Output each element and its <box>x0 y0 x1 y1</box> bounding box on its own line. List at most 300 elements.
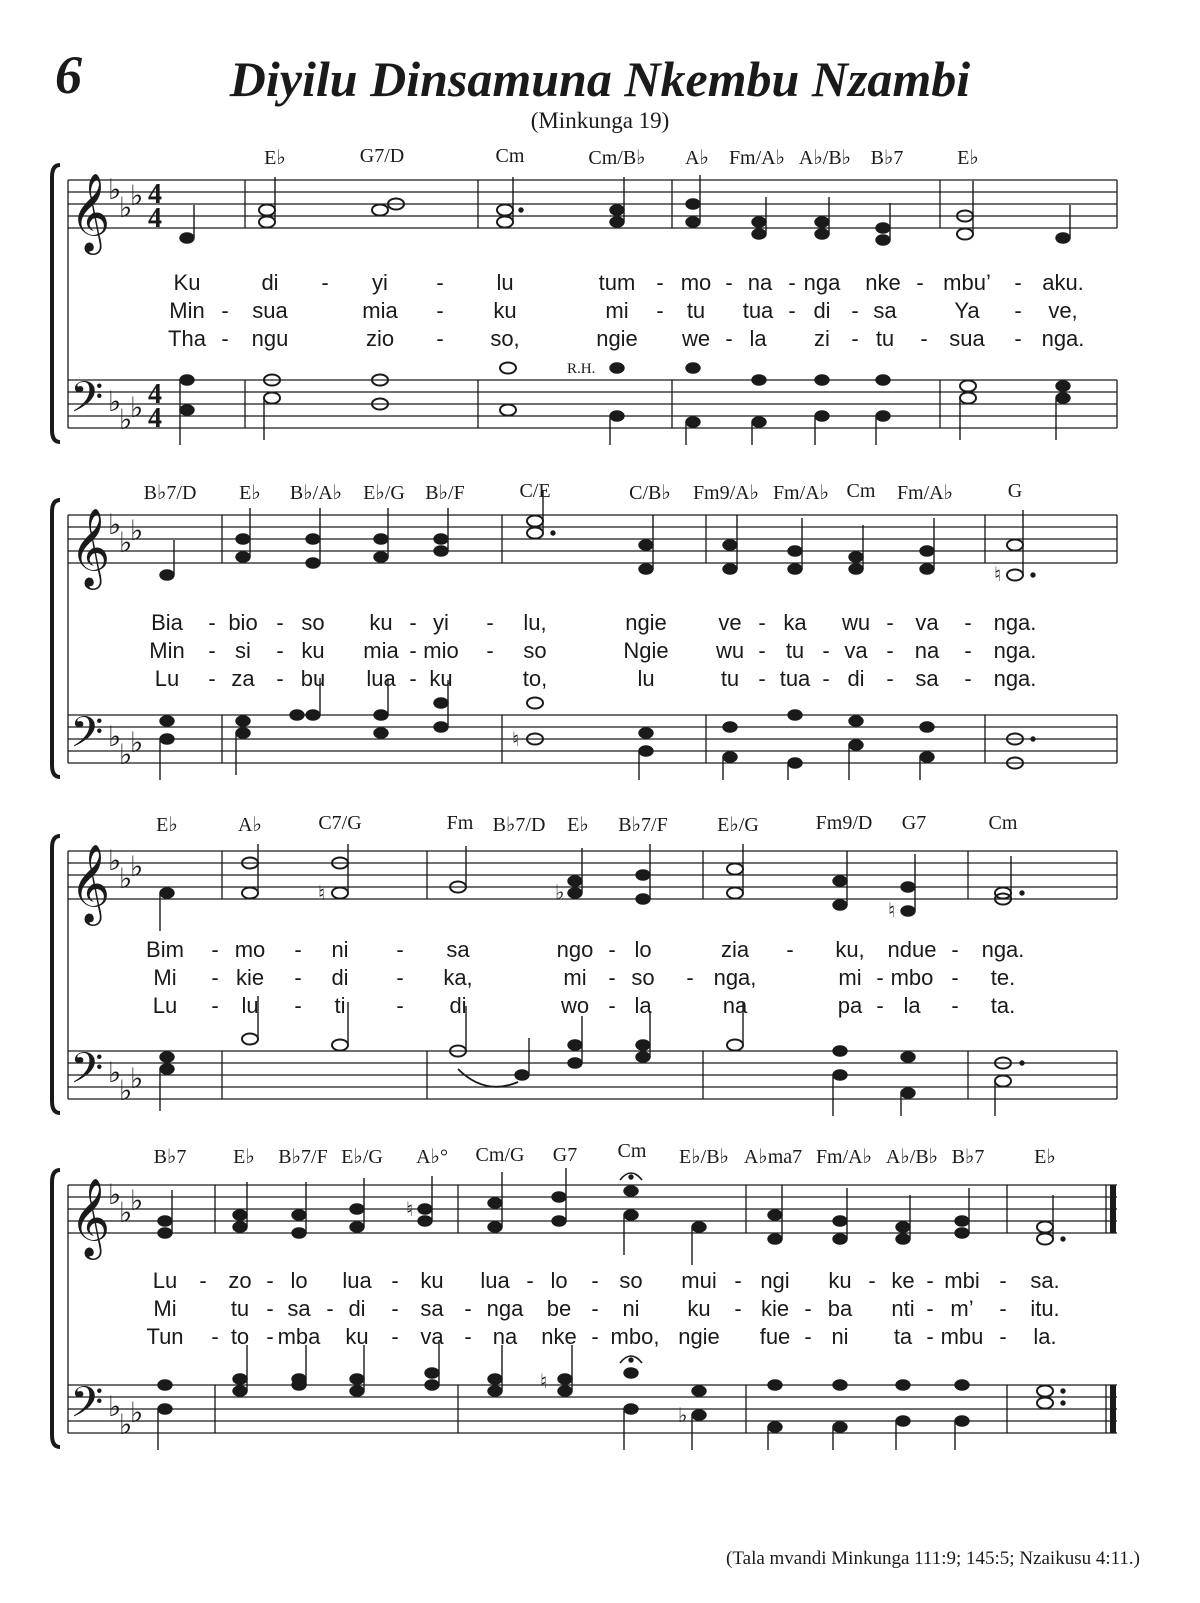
chord-symbol: E♭ <box>239 482 261 504</box>
lyric-syllable: mi <box>838 965 862 990</box>
svg-text:♭: ♭ <box>119 528 133 559</box>
lyric-syllable: mo <box>234 937 266 962</box>
lyric-syllable: na <box>722 993 748 1018</box>
lyric-syllable: - <box>999 1268 1007 1293</box>
lyric-syllable: sa <box>873 298 897 323</box>
lyric-syllable: di <box>331 965 349 990</box>
chord-symbol: A♭ <box>685 147 709 169</box>
lyric-syllable: mbu <box>940 1324 984 1349</box>
svg-text:♭: ♭ <box>108 1392 122 1423</box>
lyric-syllable: itu. <box>1030 1296 1060 1321</box>
lyric-syllable: lua <box>366 666 396 691</box>
lyric-syllable: sa <box>420 1296 444 1321</box>
lyric-syllable: - <box>294 937 302 962</box>
lyric-syllable: ngie <box>678 1324 720 1349</box>
lyric-syllable: - <box>464 1324 472 1349</box>
lyric-syllable: - <box>208 666 216 691</box>
svg-text:𝄞: 𝄞 <box>70 1178 111 1257</box>
chord-symbol: Cm <box>495 145 525 167</box>
lyric-syllable: la. <box>1033 1324 1057 1349</box>
chord-symbol: B♭7/D <box>143 482 197 504</box>
lyric-syllable: la <box>749 326 767 351</box>
chord-symbol: E♭/B♭ <box>679 1146 729 1168</box>
lyric-syllable: lu <box>241 993 259 1018</box>
hymn-title: Diyilu Dinsamuna Nkembu Nzambi <box>229 51 971 107</box>
lyric-syllable: - <box>916 270 924 295</box>
lyric-syllable: aku. <box>1042 270 1084 295</box>
lyric-syllable: Mi <box>153 965 177 990</box>
chord-symbol: G7 <box>901 812 927 834</box>
lyric-syllable: nti <box>891 1296 915 1321</box>
svg-text:𝄞: 𝄞 <box>70 508 111 587</box>
music-system-1 <box>0 135 1200 455</box>
lyric-syllable: ka, <box>443 965 473 990</box>
lyric-syllable: la <box>903 993 921 1018</box>
lyric-syllable: ngu <box>251 326 289 351</box>
lyric-syllable: Lu <box>152 1268 178 1293</box>
svg-text:♭: ♭ <box>130 516 144 547</box>
lyric-syllable: di <box>847 666 865 691</box>
lyric-syllable: nga. <box>1041 326 1085 351</box>
lyric-syllable: - <box>436 270 444 295</box>
lyric-syllable: mba <box>277 1324 321 1349</box>
svg-text:𝄢: 𝄢 <box>70 708 104 768</box>
lyric-syllable: ba <box>827 1296 853 1321</box>
lyric-syllable: - <box>409 666 417 691</box>
svg-text:♭: ♭ <box>119 864 133 895</box>
lyric-syllable: ka <box>783 610 807 635</box>
lyric-syllable: - <box>591 1296 599 1321</box>
lyric-syllable: la <box>634 993 652 1018</box>
lyric-syllable: nga <box>486 1296 524 1321</box>
svg-text:4: 4 <box>148 179 162 210</box>
lyric-syllable: mio <box>423 638 459 663</box>
chord-symbol: E♭ <box>233 1146 255 1168</box>
lyric-syllable: kie <box>760 1296 790 1321</box>
lyric-syllable: - <box>211 937 219 962</box>
lyric-syllable: - <box>294 965 302 990</box>
lyric-syllable: na <box>914 638 940 663</box>
lyric-syllable: - <box>391 1296 399 1321</box>
svg-text:♭: ♭ <box>108 510 122 541</box>
lyric-syllable: ngie <box>625 610 667 635</box>
lyric-syllable: fue <box>759 1324 791 1349</box>
lyric-syllable: Ngie <box>623 638 669 663</box>
lyric-syllable: - <box>920 326 928 351</box>
chord-symbol: Fm/A♭ <box>896 482 954 504</box>
lyric-syllable: ke <box>891 1268 915 1293</box>
lyric-syllable: mi <box>605 298 629 323</box>
lyric-syllable: va <box>915 610 939 635</box>
lyric-syllable: ngi <box>760 1268 790 1293</box>
chord-symbol: G7/D <box>359 145 405 167</box>
lyric-syllable: - <box>964 610 972 635</box>
chord-symbol: B♭/F <box>425 482 465 504</box>
lyric-syllable: so <box>523 638 547 663</box>
svg-text:♭: ♭ <box>130 1398 144 1429</box>
chord-symbol: A♭ma7 <box>743 1146 803 1168</box>
lyric-syllable: lua <box>342 1268 372 1293</box>
lyric-syllable: lu <box>637 666 655 691</box>
chord-symbol: E♭ <box>957 147 979 169</box>
chord-symbol: B♭7 <box>870 147 904 169</box>
lyric-syllable: - <box>211 965 219 990</box>
svg-text:𝄢: 𝄢 <box>70 1044 104 1104</box>
lyric-syllable: nga. <box>993 666 1037 691</box>
lyric-syllable: ku <box>493 298 517 323</box>
lyric-syllable: ku <box>345 1324 369 1349</box>
chord-symbol: G7 <box>552 1144 578 1166</box>
lyric-syllable: - <box>758 666 766 691</box>
lyric-syllable: sa <box>446 937 470 962</box>
chord-symbol: E♭ <box>264 147 286 169</box>
hymn-number: 6 <box>55 45 82 105</box>
lyric-syllable: - <box>822 638 830 663</box>
lyric-syllable: nga <box>803 270 841 295</box>
lyric-syllable: na <box>492 1324 518 1349</box>
svg-text:𝄞: 𝄞 <box>70 844 111 923</box>
lyric-syllable: tu <box>875 326 895 351</box>
lyric-syllable: nga. <box>993 638 1037 663</box>
lyric-syllable: wu <box>715 638 745 663</box>
lyric-syllable: - <box>876 965 884 990</box>
svg-text:4: 4 <box>148 403 162 434</box>
lyric-syllable: ta <box>893 1324 913 1349</box>
lyric-syllable: tu <box>720 666 740 691</box>
lyric-syllable: - <box>964 666 972 691</box>
chord-symbol: B♭7/F <box>278 1146 328 1168</box>
svg-text:♭: ♭ <box>678 1405 688 1427</box>
lyric-syllable: lu <box>496 270 514 295</box>
lyric-syllable: so <box>301 610 325 635</box>
lyric-syllable: Lu <box>152 993 178 1018</box>
chord-symbol: B♭7/F <box>618 814 668 836</box>
lyric-syllable: - <box>999 1296 1007 1321</box>
staff-graphics <box>0 1140 1200 1460</box>
lyric-syllable: di <box>261 270 279 295</box>
svg-text:♭: ♭ <box>130 1064 144 1095</box>
lyric-syllable: - <box>926 1324 934 1349</box>
lyric-syllable: Ya <box>954 298 980 323</box>
svg-text:♭: ♭ <box>108 722 122 753</box>
svg-text:♮: ♮ <box>406 1199 414 1221</box>
lyric-syllable: sa <box>915 666 939 691</box>
lyric-syllable: zia <box>720 937 750 962</box>
svg-text:♮: ♮ <box>512 729 520 751</box>
lyric-syllable: - <box>851 326 859 351</box>
lyric-syllable: - <box>686 965 694 990</box>
lyric-syllable: - <box>926 1296 934 1321</box>
lyric-syllable: nke <box>541 1324 577 1349</box>
lyric-syllable: - <box>221 298 229 323</box>
lyric-syllable: - <box>199 1268 207 1293</box>
lyric-syllable: ku <box>687 1296 711 1321</box>
svg-text:♭: ♭ <box>108 175 122 206</box>
svg-text:♭: ♭ <box>119 1198 133 1229</box>
svg-text:𝄢: 𝄢 <box>70 373 104 433</box>
svg-text:♮: ♮ <box>888 900 896 922</box>
lyric-syllable: - <box>526 1268 534 1293</box>
lyric-syllable: zo <box>228 1268 252 1293</box>
lyric-syllable: ndue <box>887 937 937 962</box>
lyric-syllable: mia <box>362 298 398 323</box>
lyric-syllable: - <box>266 1268 274 1293</box>
chord-symbol: C/B♭ <box>629 482 671 504</box>
lyric-syllable: ku <box>429 666 453 691</box>
lyric-syllable: - <box>396 937 404 962</box>
lyric-syllable: - <box>734 1296 742 1321</box>
lyric-syllable: na <box>747 270 773 295</box>
hymn-subtitle: (Minkunga 19) <box>530 108 670 133</box>
lyric-syllable: nga, <box>713 965 757 990</box>
right-hand-marking: R.H. <box>567 361 596 377</box>
lyric-syllable: bio <box>228 610 258 635</box>
lyric-syllable: - <box>734 1268 742 1293</box>
lyric-syllable: - <box>276 666 284 691</box>
lyric-syllable: mui <box>681 1268 717 1293</box>
lyric-syllable: Mi <box>153 1296 177 1321</box>
svg-text:♭: ♭ <box>119 740 133 771</box>
lyric-syllable: - <box>656 298 664 323</box>
lyric-syllable: ngo <box>556 937 594 962</box>
lyric-syllable: ta. <box>990 993 1016 1018</box>
lyric-syllable: ve, <box>1048 298 1078 323</box>
chord-symbol: Fm <box>446 812 474 834</box>
lyric-syllable: sua <box>949 326 985 351</box>
chord-symbol: Cm/G <box>475 1144 525 1166</box>
lyric-syllable: - <box>951 993 959 1018</box>
lyric-syllable: - <box>758 638 766 663</box>
lyric-syllable: tua <box>779 666 811 691</box>
lyric-syllable: - <box>656 270 664 295</box>
lyric-syllable: - <box>725 270 733 295</box>
lyric-syllable: lua <box>480 1268 510 1293</box>
staff-graphics <box>0 806 1200 1126</box>
lyric-syllable: ngie <box>596 326 638 351</box>
lyric-syllable: - <box>208 638 216 663</box>
lyric-syllable: nga. <box>981 937 1025 962</box>
music-system-2 <box>0 470 1200 790</box>
lyric-syllable: - <box>211 993 219 1018</box>
lyric-syllable: mia <box>363 638 399 663</box>
lyric-syllable: - <box>886 666 894 691</box>
scripture-reference: (Tala mvandi Minkunga 111:9; 145:5; Nzaikusu 4:11.) <box>726 1548 1140 1569</box>
lyric-syllable: ti <box>334 993 346 1018</box>
lyric-syllable: va <box>844 638 868 663</box>
lyric-syllable: - <box>876 993 884 1018</box>
svg-text:♭: ♭ <box>130 393 144 424</box>
lyric-syllable: - <box>851 298 859 323</box>
lyric-syllable: so <box>631 965 655 990</box>
lyric-syllable: ku, <box>835 937 865 962</box>
chord-symbol: A♭° <box>416 1146 448 1168</box>
lyric-syllable: yi <box>372 270 388 295</box>
lyric-syllable: Bim <box>146 937 184 962</box>
lyric-syllable: yi <box>433 610 449 635</box>
chord-symbol: E♭/G <box>717 814 759 836</box>
lyric-syllable: - <box>886 610 894 635</box>
lyric-syllable: - <box>211 1324 219 1349</box>
chord-symbol: E♭ <box>1034 1146 1056 1168</box>
lyric-syllable: va <box>420 1324 444 1349</box>
svg-text:♮: ♮ <box>540 1371 548 1393</box>
lyric-syllable: m’ <box>950 1296 974 1321</box>
lyric-syllable: kie <box>235 965 265 990</box>
lyric-syllable: - <box>951 965 959 990</box>
svg-text:♭: ♭ <box>130 181 144 212</box>
lyric-syllable: tu <box>785 638 805 663</box>
svg-text:♭: ♭ <box>119 193 133 224</box>
lyric-syllable: lu, <box>523 610 547 635</box>
lyric-syllable: - <box>804 1324 812 1349</box>
lyric-syllable: ve <box>718 610 742 635</box>
lyric-syllable: so, <box>490 326 520 351</box>
svg-text:4: 4 <box>148 379 162 410</box>
lyric-syllable: to, <box>522 666 548 691</box>
lyric-syllable: sa. <box>1030 1268 1060 1293</box>
lyric-syllable: - <box>758 610 766 635</box>
lyric-syllable: mo <box>680 270 712 295</box>
lyric-syllable: sua <box>252 298 288 323</box>
lyric-syllable: nga. <box>993 610 1037 635</box>
lyric-syllable: mbo <box>890 965 934 990</box>
lyric-syllable: ni <box>622 1296 640 1321</box>
lyric-syllable: Bia <box>151 610 183 635</box>
lyric-syllable: - <box>326 1296 334 1321</box>
lyric-syllable: - <box>591 1268 599 1293</box>
lyric-syllable: - <box>725 326 733 351</box>
svg-text:♭: ♭ <box>130 852 144 883</box>
lyric-syllable: - <box>396 965 404 990</box>
lyric-syllable: lo <box>634 937 652 962</box>
lyric-syllable: te. <box>990 965 1016 990</box>
svg-text:𝄢: 𝄢 <box>70 1378 104 1438</box>
chord-symbol: B♭7 <box>951 1146 985 1168</box>
svg-text:♮: ♮ <box>994 564 1002 586</box>
lyric-syllable: di <box>449 993 467 1018</box>
lyric-syllable: - <box>591 1324 599 1349</box>
lyric-syllable: tum <box>598 270 636 295</box>
chord-symbol: A♭/B♭ <box>885 1146 939 1168</box>
lyric-syllable: - <box>409 638 417 663</box>
lyric-syllable: sa <box>287 1296 311 1321</box>
lyric-syllable: di <box>348 1296 366 1321</box>
chord-symbol: E♭/G <box>363 482 405 504</box>
chord-symbol: E♭ <box>156 814 178 836</box>
lyric-syllable: tu <box>686 298 706 323</box>
lyric-syllable: - <box>221 326 229 351</box>
lyric-syllable: ku <box>420 1268 444 1293</box>
lyric-syllable: - <box>788 270 796 295</box>
lyric-syllable: - <box>822 666 830 691</box>
svg-text:4: 4 <box>148 203 162 234</box>
lyric-syllable: zi <box>814 326 830 351</box>
lyric-syllable: zio <box>365 326 395 351</box>
lyric-syllable: mbu’ <box>943 270 991 295</box>
lyric-syllable: Ku <box>173 270 201 295</box>
chord-symbol: Cm <box>617 1140 647 1162</box>
svg-text:♭: ♭ <box>130 1186 144 1217</box>
lyric-syllable: Min <box>169 298 205 323</box>
lyric-syllable: - <box>294 993 302 1018</box>
chord-symbol: Cm/B♭ <box>588 147 646 169</box>
lyric-syllable: - <box>208 610 216 635</box>
music-system-4 <box>0 1140 1200 1460</box>
lyric-syllable: - <box>804 1296 812 1321</box>
chord-symbol: Fm9/A♭ <box>692 482 760 504</box>
svg-text:♭: ♭ <box>108 387 122 418</box>
lyric-syllable: ku <box>828 1268 852 1293</box>
chord-symbol: Fm/A♭ <box>728 147 786 169</box>
lyric-syllable: - <box>999 1324 1007 1349</box>
lyric-syllable: Tha <box>168 326 206 351</box>
lyric-syllable: - <box>886 638 894 663</box>
chord-symbol: E♭/G <box>341 1146 383 1168</box>
lyric-syllable: - <box>486 610 494 635</box>
lyric-syllable: - <box>464 1296 472 1321</box>
lyric-syllable: lo <box>550 1268 568 1293</box>
lyric-syllable: be <box>546 1296 572 1321</box>
lyric-syllable: ku <box>369 610 393 635</box>
lyric-syllable: nke <box>865 270 901 295</box>
chord-symbol: A♭ <box>238 814 262 836</box>
lyric-syllable: Lu <box>154 666 180 691</box>
svg-text:♭: ♭ <box>555 882 565 904</box>
lyric-syllable: - <box>926 1268 934 1293</box>
lyric-syllable: wu <box>841 610 871 635</box>
lyric-syllable: - <box>396 993 404 1018</box>
chord-symbol: Cm <box>988 812 1018 834</box>
lyric-syllable: - <box>1014 326 1022 351</box>
lyric-syllable: - <box>391 1324 399 1349</box>
chord-symbol: G <box>1007 480 1023 502</box>
lyric-syllable: mbi <box>944 1268 980 1293</box>
lyric-syllable: di <box>813 298 831 323</box>
chord-symbol: Cm <box>846 480 876 502</box>
lyric-syllable: - <box>321 270 329 295</box>
lyric-syllable: - <box>391 1268 399 1293</box>
lyric-syllable: mbo, <box>610 1324 660 1349</box>
lyric-syllable: to <box>230 1324 250 1349</box>
lyric-syllable: za <box>231 666 255 691</box>
lyric-syllable: - <box>276 638 284 663</box>
lyric-syllable: ni <box>331 937 349 962</box>
lyric-syllable: - <box>1014 298 1022 323</box>
lyric-syllable: - <box>786 937 794 962</box>
chord-symbol: Fm9/D <box>815 812 873 834</box>
lyric-syllable: - <box>608 965 616 990</box>
chord-symbol: B♭/A♭ <box>289 482 343 504</box>
lyric-syllable: - <box>276 610 284 635</box>
lyric-syllable: - <box>788 298 796 323</box>
lyric-syllable: - <box>1014 270 1022 295</box>
lyric-syllable: pa <box>837 993 863 1018</box>
chord-symbol: E♭ <box>567 814 589 836</box>
lyric-syllable: bu <box>300 666 326 691</box>
lyric-syllable: we <box>681 326 711 351</box>
lyric-syllable: so <box>619 1268 643 1293</box>
chord-symbol: B♭7 <box>153 1146 187 1168</box>
chord-symbol: A♭/B♭ <box>798 147 852 169</box>
lyric-syllable: mi <box>563 965 587 990</box>
lyric-syllable: - <box>409 610 417 635</box>
svg-text:♭: ♭ <box>108 1058 122 1089</box>
lyric-syllable: wo <box>560 993 590 1018</box>
svg-text:♭: ♭ <box>108 846 122 877</box>
music-system-3 <box>0 806 1200 1126</box>
lyric-syllable: Min <box>149 638 185 663</box>
lyric-syllable: - <box>608 993 616 1018</box>
